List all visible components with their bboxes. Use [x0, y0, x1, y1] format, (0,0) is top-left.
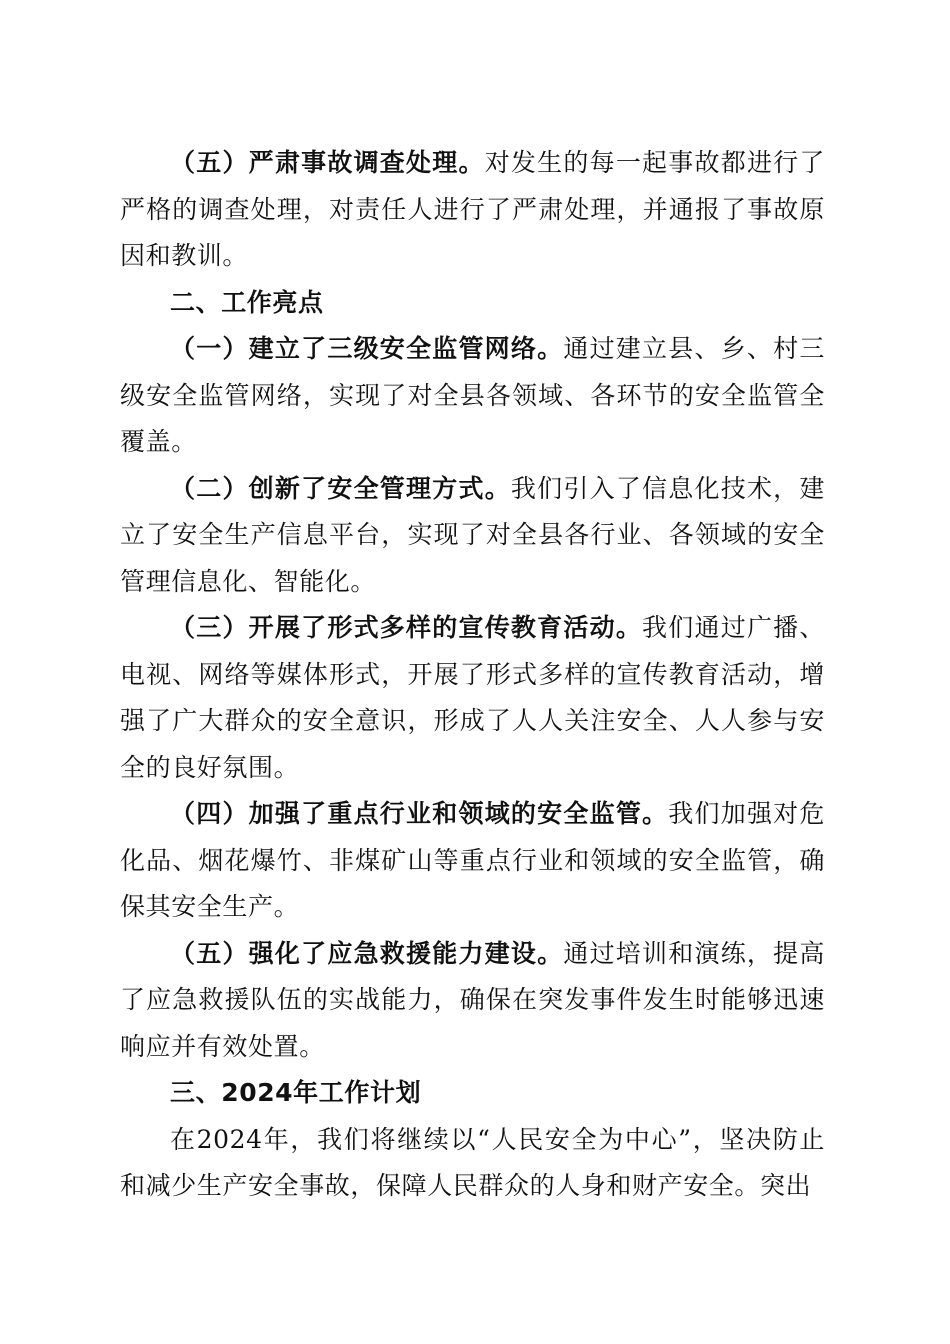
- paragraph-text: 我们引入了信息化技术，建立了安全生产信息平台，实现了对全县各行业、各领域的安全管理信息化、智能化。: [120, 473, 825, 596]
- paragraph-lead: （一）建立了三级安全监管网络。: [170, 334, 564, 363]
- paragraph-text: 通过培训和演练，提高了应急救援队伍的实战能力，确保在突发事件发生时能够迅速响应并有效处置。: [120, 938, 825, 1061]
- paragraph-highlight-1: [120, 326, 825, 466]
- paragraph-lead: （四）加强了重点行业和领域的安全监管。: [170, 799, 669, 828]
- paragraph-lead: （五）强化了应急救援能力建设。: [170, 938, 564, 968]
- paragraph-investigation: [120, 140, 825, 280]
- paragraph-plan-intro: 在2024年，我们将继续以“人民安全为中心”，坚决防止和减少生产安全事故，保障人民群众的人身和财产安全。突出: [120, 1124, 825, 1200]
- paragraph-highlight-3: [120, 605, 825, 791]
- paragraph-text: 我们加强对危化品、烟花爆竹、非煤矿山等重点行业和领域的安全监管，确保其安全生产。: [120, 799, 825, 921]
- paragraph-highlight-5: [120, 931, 825, 1071]
- paragraph-highlight-2: [120, 466, 825, 606]
- paragraph-text: 我们通过广播、电视、网络等媒体形式，开展了形式多样的宣传教育活动，增强了广大群众的安全意识，形成了人人关注安全、人人参与安全的良好氛围。: [120, 613, 825, 782]
- paragraph-lead: （二）创新了安全管理方式。: [170, 473, 511, 503]
- paragraph-lead: （五）严肃事故调查处理。: [170, 148, 485, 177]
- section-heading-plan: 三、2024年工作计划: [170, 1078, 422, 1107]
- document-body: [120, 140, 825, 1210]
- paragraph-lead: （三）开展了形式多样的宣传教育活动。: [170, 613, 643, 642]
- paragraph-text: 对发生的每一起事故都进行了严格的调查处理，对责任人进行了严肃处理，并通报了事故原因和教训。: [120, 148, 825, 270]
- paragraph-highlight-4: [120, 791, 825, 931]
- section-heading-highlights: 二、工作亮点: [170, 287, 324, 317]
- paragraph-text: 通过建立县、乡、村三级安全监管网络，实现了对全县各领域、各环节的安全监管全覆盖。: [120, 334, 825, 456]
